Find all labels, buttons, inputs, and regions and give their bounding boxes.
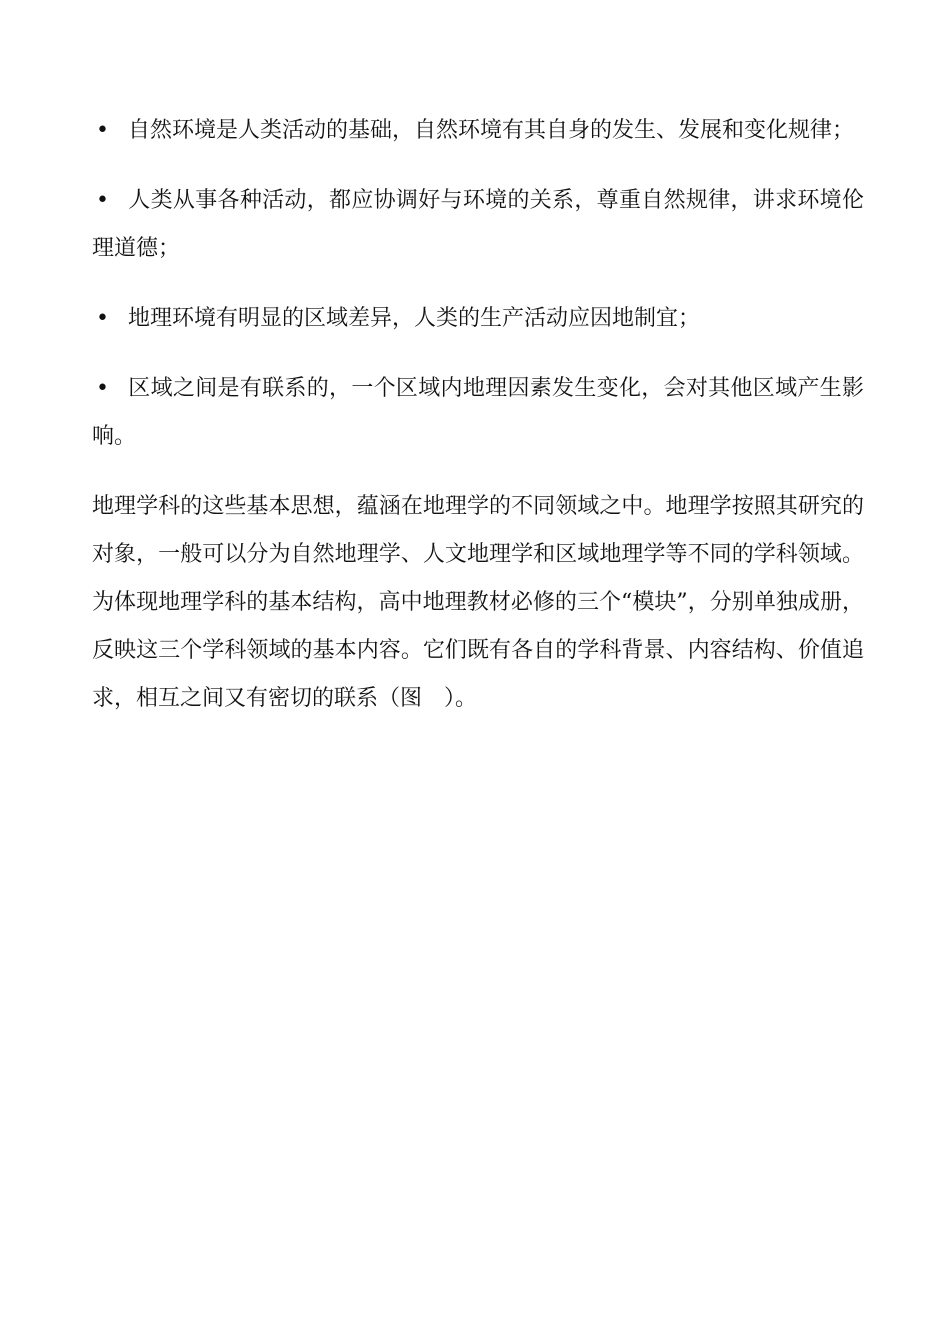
bullet-marker: •: [96, 306, 109, 331]
bullet-item-1: [92, 107, 864, 155]
document-page: [92, 107, 864, 723]
bullet-marker: •: [96, 118, 109, 143]
bullet-item-2: [92, 177, 864, 273]
bullet-marker: •: [96, 188, 109, 213]
bullet-item-3: [92, 295, 864, 343]
bullet-text: 地理环境有明显的区域差异，人类的生产活动应因地制宜；: [128, 306, 701, 331]
bullet-text: 区域之间是有联系的，一个区域内地理因素发生变化，会对其他区域产生影响。: [92, 376, 864, 449]
bullet-item-4: [92, 365, 864, 461]
bullet-marker: •: [96, 376, 109, 401]
bullet-text: 自然环境是人类活动的基础，自然环境有其自身的发生、发展和变化规律；: [128, 118, 855, 143]
body-paragraph: 地理学科的这些基本思想，蕴涵在地理学的不同领域之中。地理学按照其研究的对象，一般可以分为自然地理学、人文地理学和区域地理学等不同的学科领域。为体现地理学科的基本结构，高中地理教材必修的三个“模块”，分别单独成册，反映这三个学科领域的基本内容。它们既有各自的学科背景、内容结构、价值追求，相互之间又有密切的联系（图 ）。: [92, 494, 864, 711]
bullet-text: 人类从事各种活动，都应协调好与环境的关系，尊重自然规律，讲求环境伦理道德；: [92, 188, 864, 261]
